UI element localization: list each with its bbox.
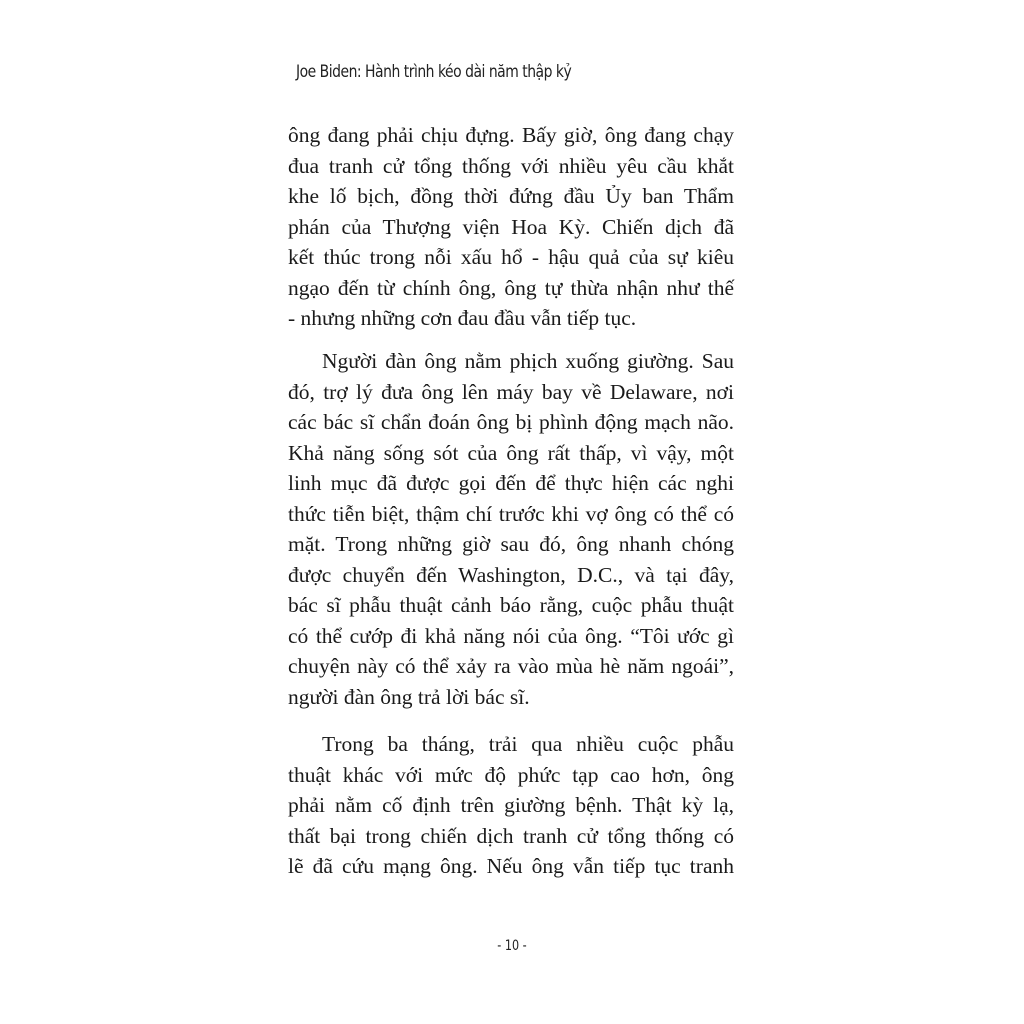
text-line: có thể cướp đi khả năng nói của ông. “Tôi ước gì [288, 623, 734, 648]
text-line: thất bại trong chiến dịch tranh cử tổng thống có [288, 823, 734, 848]
text-line: chuyện này có thể xảy ra vào mùa hè năm ngoái”, [288, 654, 734, 678]
text-line: mặt. Trong những giờ sau đó, ông nhanh chóng [288, 532, 734, 556]
paragraph-2 [288, 346, 734, 712]
text-line: phán của Thượng viện Hoa Kỳ. Chiến dịch đã [288, 214, 734, 239]
text-line: phải nằm cố định trên giường bệnh. Thật kỳ lạ, [288, 793, 734, 817]
text-line: lẽ đã cứu mạng ông. Nếu ông vẫn tiếp tục tranh [288, 854, 734, 878]
text-line: Trong ba tháng, trải qua nhiều cuộc phẫu [322, 732, 734, 756]
text-line: đua tranh cử tổng thống với nhiều yêu cầu khắt [288, 153, 734, 178]
text-line: người đàn ông trả lời bác sĩ. [288, 684, 530, 709]
text-line: linh mục đã được gọi đến để thực hiện các nghi [288, 471, 734, 495]
running-header-title: Joe Biden: Hành trình kéo dài năm thập kỷ [296, 62, 572, 82]
text-line: ông đang phải chịu đựng. Bấy giờ, ông đang chạy [288, 123, 734, 147]
paragraph-3 [288, 729, 734, 882]
text-line: được chuyển đến Washington, D.C., và tại đây, [288, 562, 734, 587]
text-line: Khả năng sống sót của ông rất thấp, vì vậy, một [288, 440, 734, 465]
text-line: Người đàn ông nằm phịch xuống giường. Sau [322, 349, 734, 373]
paragraph-1 [288, 120, 734, 334]
text-line: thức tiễn biệt, thậm chí trước khi vợ ông có thể có [288, 501, 734, 526]
text-line: bác sĩ phẫu thuật cảnh báo rằng, cuộc phẫu thuật [288, 593, 734, 617]
text-line: đó, trợ lý đưa ông lên máy bay về Delaware, nơi [288, 379, 734, 404]
text-line: kết thúc trong nỗi xấu hổ - hậu quả của sự kiêu [288, 245, 734, 269]
text-line: các bác sĩ chẩn đoán ông bị phình động mạch não. [288, 410, 734, 434]
text-line: thuật khác với mức độ phức tạp cao hơn, ông [288, 762, 734, 787]
text-line: - nhưng những cơn đau đầu vẫn tiếp tục. [288, 306, 637, 330]
text-line: ngạo đến từ chính ông, ông tự thừa nhận như thế [288, 275, 734, 300]
text-line: khe lố bịch, đồng thời đứng đầu Ủy ban Thẩm [288, 184, 734, 208]
page-number: - 10 - [497, 938, 527, 954]
